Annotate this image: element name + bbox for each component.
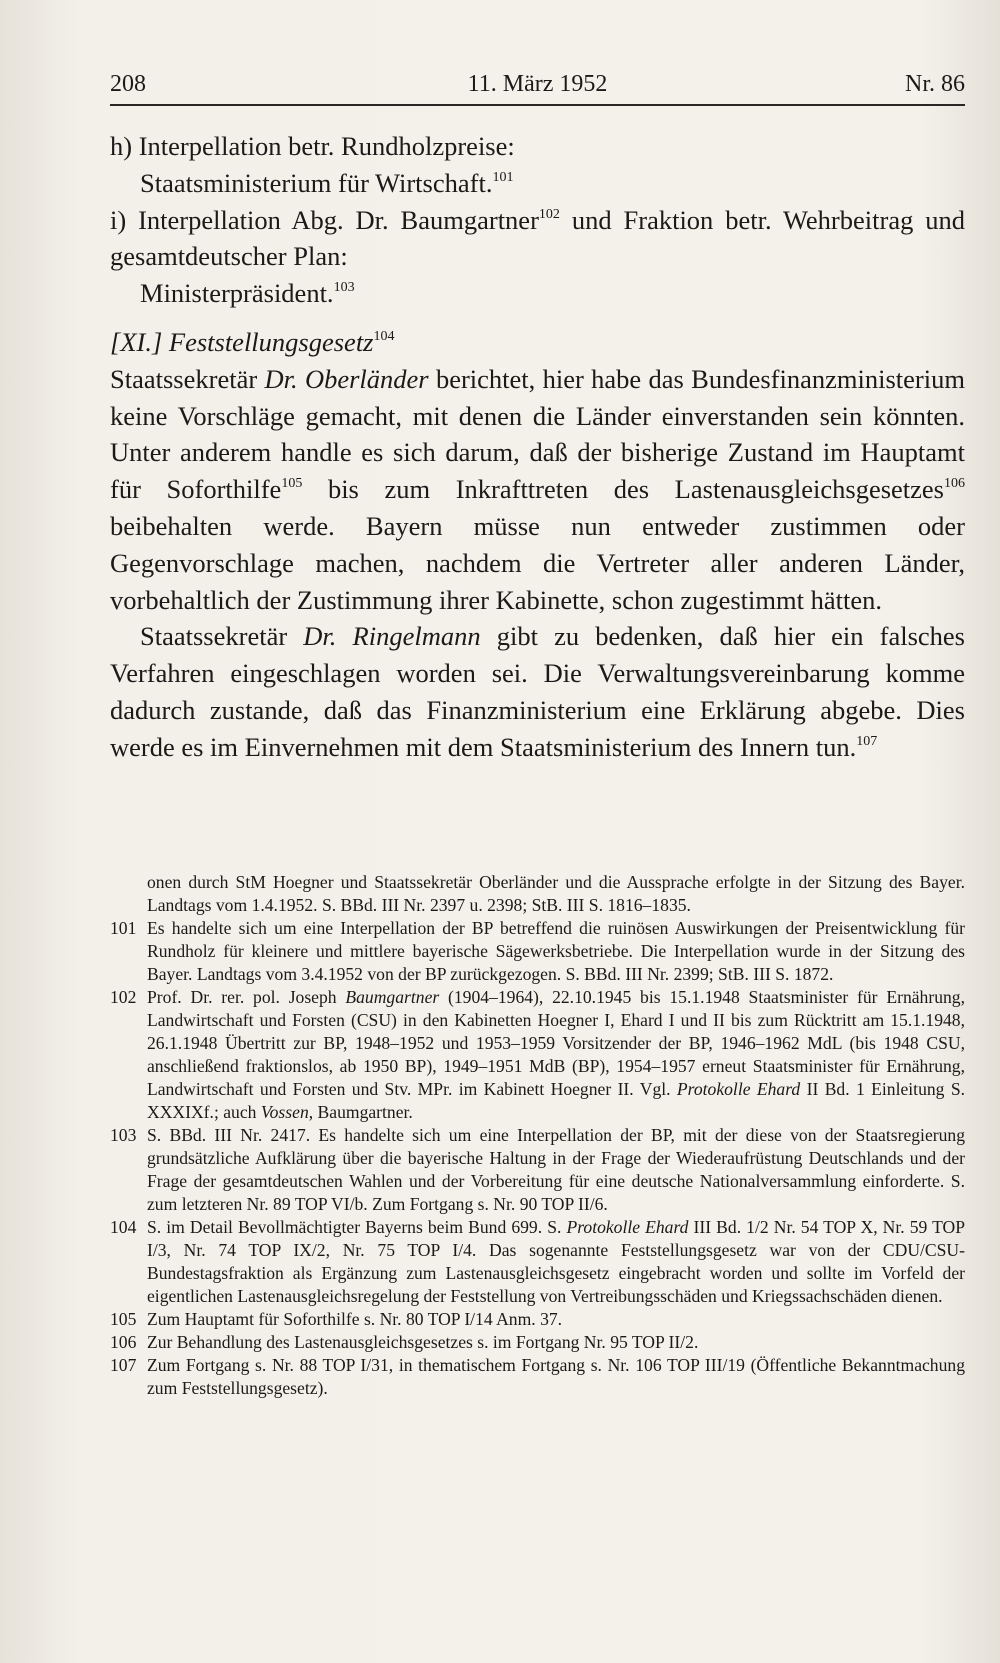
page-number: 208: [110, 71, 146, 97]
section-heading: [XI.] Feststellungsgesetz$^{104}$: [110, 326, 395, 357]
footnote-103: 103 S. BBd. III Nr. 2417. Es handelte sich um eine Interpellation der BP, mit der diese von der Staatsregierung grundsätzliche Aufklärung über die bayerische Haltung in der Frage der Wiederaufrüstung Deutschlands und der Frage der gesamtdeutschen Wahlen und der Vorbereitung für eine deutsche Nationalversammlung einforderte. S. zum letzteren Nr. 89 TOP VI/b. Zum Fortgang s. Nr. 90 TOP II/6.: [110, 1125, 965, 1214]
footnote-number: 104: [110, 1217, 137, 1237]
footnote-ref: 101: [492, 169, 514, 185]
footnote-number: 103: [110, 1125, 137, 1145]
footnote-number: 101: [110, 918, 137, 938]
footnote-106: 106 Zur Behandlung des Lastenausgleichsgesetzes s. im Fortgang Nr. 95 TOP II/2.: [110, 1332, 699, 1352]
header-date: 11. März 1952: [467, 71, 608, 97]
footnote-ref: 106: [944, 476, 965, 492]
running-header: [110, 64, 965, 106]
footnote-105: 105 Zum Hauptamt für Soforthilfe s. Nr. 80 TOP I/14 Anm. 37.: [110, 1309, 563, 1329]
person-name: Dr. Oberländer: [264, 363, 429, 394]
document-number: Nr. 86: [905, 71, 965, 97]
footnote-ref: 107: [856, 733, 878, 749]
footnote-ref: 104: [373, 328, 395, 344]
footnote-number: 106: [110, 1332, 137, 1352]
footnote-ref: 102: [538, 206, 560, 222]
footnote-number: 102: [110, 987, 137, 1007]
agenda-item-i: i) Interpellation Abg. Dr. Baumgartner$^{102}$ und Fraktion betr. Wehrbeitrag und gesamtdeutscher Plan:: [110, 204, 966, 272]
agenda-item-i-responsible: Ministerpräsident.$^{103}$: [140, 278, 355, 309]
agenda-item-h: h) Interpellation betr. Rundholzpreise: Staatsministerium für Wirtschaft.$^{101}$: [110, 131, 515, 198]
footnote-104: 104 S. im Detail Bevollmächtigter Bayerns beim Bund 699. S. Protokolle Ehard III Bd. 1/2 Nr. 54 TOP X, Nr. 59 TOP I/3, Nr. 74 TOP IX/2, Nr. 75 TOP I/4. Das sogenannte Feststellungsgesetz war von der CDU/CSU-Bundestagsfraktion als Ergänzung zum Lastenausgleichsgesetz eingebracht worden und sollte im Vorfeld der eigentlichen Lastenausgleichsregelung der Feststellung von Vertreibungsschäden und Kriegssachschäden dienen.: [110, 1217, 965, 1306]
footnote-ref: 105: [281, 476, 303, 492]
main-text: [110, 128, 965, 766]
person-name: Dr. Ringelmann: [303, 621, 481, 652]
footnote-ref: 103: [333, 280, 355, 296]
paragraph-oberlaender: Staatssekretär Dr. Oberländer berichtet, hier habe das Bundesfinanzministerium keine Vorschläge gemacht, mit denen die Länder einverstanden sein könnten. Unter anderem handle es sich darum, daß der bisherige Zustand im Hauptamt für Soforthilfe$^{105}$ bis zum Inkrafttreten des Lastenausgleichsgesetzes$^{106}$ beibehalten werde. Bayern müsse nun entweder zustimmen oder Gegenvorschlage machen, nachdem die Vertreter aller anderen Länder, vorbehaltlich der Zustimmung ihrer Kabinette, schon zugestimmt hätten.: [110, 363, 965, 615]
footnotes: [110, 871, 965, 1400]
footnote-number: 105: [110, 1309, 137, 1329]
footnote-continuation: onen durch StM Hoegner und Staatssekretär Oberländer und die Aussprache erfolgte in der Sitzung des Bayer. Landtags vom 1.4.1952. S. BBd. III Nr. 2397 u. 2398; StB. III S. 1816–1835.: [147, 872, 965, 915]
footnote-101: 101 Es handelte sich um eine Interpellation der BP betreffend die ruinösen Auswirkungen der Preisentwicklung für Rundholz für kleinere und mittlere bayerische Sägewerksbetriebe. Die Interpellation wurde in der Sitzung des Bayer. Landtags vom 3.4.1952 von der BP zurückgezogen. S. BBd. III Nr. 2399; StB. III S. 1872.: [110, 918, 965, 984]
footnote-102: 102 Prof. Dr. rer. pol. Joseph Baumgartner (1904–1964), 22.10.1945 bis 15.1.1948 Staatsminister für Ernährung, Landwirtschaft und Forsten (CSU) in den Kabinetten Hoegner I, Ehard I und II bis zum Rücktritt am 15.1.1948, 26.1.1948 Übertritt zur BP, 1948–1952 und 1953–1959 Vorsitzender der BP, 1946–1962 MdL (bis 1948 CSU, anschließend fraktionslos, ab 1950 BP), 1949–1951 MdB (BP), 1954–1957 erneut Staatsminister für Ernährung, Landwirtschaft und Forsten und Stv. MPr. im Kabinett Hoegner II. Vgl. Protokolle Ehard II Bd. 1 Einleitung S. XXXIXf.; auch Vossen, Baumgartner.: [110, 987, 966, 1122]
footnote-number: 107: [110, 1355, 137, 1375]
footnote-107: 107 Zum Fortgang s. Nr. 88 TOP I/31, in thematischem Fortgang s. Nr. 106 TOP III/19 (Öffentliche Bekanntmachung zum Feststellungsgesetz).: [110, 1355, 965, 1398]
paragraph-ringelmann: Staatssekretär Dr. Ringelmann gibt zu bedenken, daß hier ein falsches Verfahren eingeschlagen worden sei. Die Verwaltungsvereinbarung komme dadurch zustande, daß das Finanzministerium eine Erklärung abgebe. Dies werde es im Einvernehmen mit dem Staatsministerium des Innern tun.$^{107}$: [110, 621, 965, 762]
